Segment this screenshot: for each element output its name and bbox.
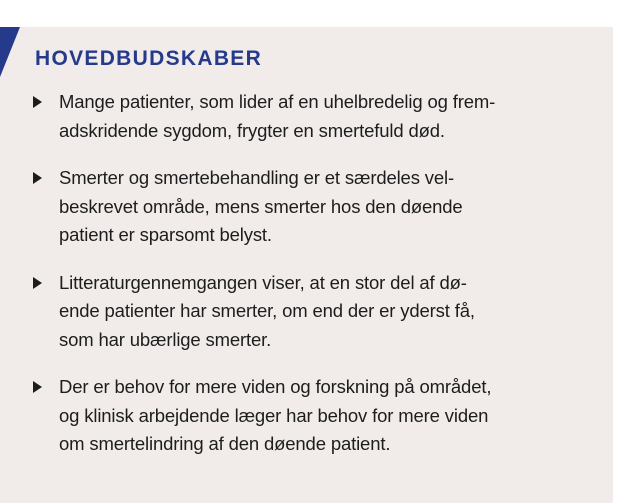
list-item-line: beskrevet område, mens smerter hos den døende — [59, 195, 463, 217]
list-item-line: Der er behov for mere viden og forskning på området, — [59, 376, 492, 397]
key-messages-list — [33, 88, 593, 478]
list-item-line: ende patienter har smerter, om end der er yderst få, — [59, 300, 475, 321]
list-item-line: adskridende sygdom, frygter en smertefuld død. — [59, 119, 445, 141]
list-item-line: om smertelindring af den døende patient. — [59, 433, 391, 454]
list-item-line: som har ubærlige smerter. — [59, 328, 272, 350]
triangle-right-icon — [33, 172, 42, 184]
list-item-line: patient er sparsomt belyst. — [59, 224, 272, 245]
list-item-line: Litteraturgennemgangen viser, at en stor del af dø- — [59, 271, 467, 293]
triangle-right-icon — [33, 277, 42, 289]
list-item-line: og klinisk arbejdende læger har behov for mere viden — [59, 404, 489, 426]
list-item-line: Smerter og smertebehandling er et særdeles vel- — [59, 167, 455, 188]
box-title: HOVEDBUDSKABER — [35, 47, 263, 70]
triangle-right-icon — [33, 96, 42, 108]
list-item-line: Mange patienter, som lider af en uhelbredelig og frem- — [59, 91, 496, 112]
list-item — [33, 88, 593, 145]
triangle-right-icon — [33, 381, 42, 393]
list-item — [33, 269, 593, 355]
list-item — [33, 164, 593, 250]
accent-corner — [0, 27, 20, 77]
list-item — [33, 373, 593, 459]
